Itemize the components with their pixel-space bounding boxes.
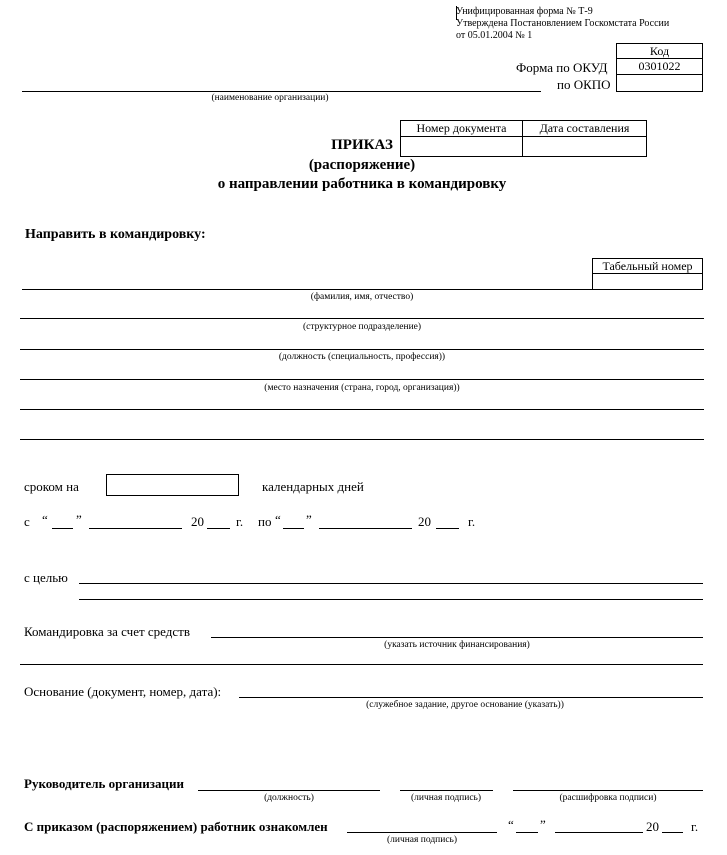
ack-year-prefix: 20 <box>646 819 659 834</box>
to-month-field[interactable] <box>319 528 412 529</box>
acknowledge-signature-field[interactable] <box>347 832 497 833</box>
okud-cell[interactable] <box>616 58 703 75</box>
to-quote-open: “ <box>275 512 281 527</box>
head-signature-field[interactable] <box>400 790 493 791</box>
title-rasporyazhenie: (распоряжение) <box>308 157 416 173</box>
form-approval-date-text: от 05.01.2004 № 1 <box>456 30 533 41</box>
ack-year-field[interactable] <box>662 832 683 833</box>
from-quote-close: ” <box>76 512 82 527</box>
send-heading: Направить в командировку: <box>25 227 206 242</box>
okpo-cell[interactable] <box>616 74 703 92</box>
department-field[interactable] <box>20 318 704 319</box>
acknowledge-label: С приказом (распоряжением) работник ознакомлен <box>24 819 328 834</box>
head-label: Руководитель организации <box>24 776 184 791</box>
kod-header-cell <box>616 43 703 59</box>
from-year-suffix: г. <box>236 514 244 529</box>
okpo-label: по ОКПО <box>557 77 611 92</box>
to-prefix: по <box>258 514 272 529</box>
doc-number-header: Номер документа <box>416 121 507 135</box>
text-cursor <box>456 6 457 20</box>
purpose-field-line2[interactable] <box>79 599 703 600</box>
basis-field[interactable] <box>239 697 703 698</box>
funding-field[interactable] <box>211 637 703 638</box>
to-quote-close: ” <box>306 512 312 527</box>
organization-caption: (наименование организации) <box>211 93 329 103</box>
tab-number-label: Табельный номер <box>602 259 693 273</box>
department-caption: (структурное подразделение) <box>302 322 422 332</box>
destination-field[interactable] <box>20 379 704 380</box>
term-days-input[interactable] <box>106 474 239 496</box>
to-year-field[interactable] <box>436 528 459 529</box>
funding-field-line2[interactable] <box>20 664 703 665</box>
position-caption: (должность (специальность, профессия)) <box>278 352 446 362</box>
destination-caption: (место назначения (страна, город, организация)) <box>264 383 460 393</box>
kod-label: Код <box>649 44 670 58</box>
term-label: сроком на <box>24 479 79 494</box>
from-year-field[interactable] <box>207 528 230 529</box>
ack-year-suffix: г. <box>691 819 699 834</box>
from-day-field[interactable] <box>52 528 73 529</box>
from-quote-open: “ <box>42 512 48 527</box>
head-decode-caption: (расшифровка подписи) <box>559 793 657 803</box>
basis-label: Основание (документ, номер, дата): <box>24 684 222 699</box>
fio-caption: (фамилия, имя, отчество) <box>310 292 414 302</box>
from-year-prefix: 20 <box>191 514 204 529</box>
organization-field[interactable] <box>22 91 541 92</box>
okud-value: 0301022 <box>638 59 681 73</box>
ack-quote-close: ” <box>540 817 546 832</box>
basis-caption: (служебное задание, другое основание (указать)) <box>366 700 564 710</box>
head-decode-field[interactable] <box>513 790 703 791</box>
acknowledge-signature-caption: (личная подпись) <box>386 835 458 845</box>
to-year-prefix: 20 <box>418 514 431 529</box>
from-prefix: с <box>24 514 30 529</box>
funding-caption: (указать источник финансирования) <box>384 640 530 650</box>
form-number-text: Унифицированная форма № Т-9 <box>456 6 593 17</box>
form-header <box>456 6 669 42</box>
doc-date-header: Дата составления <box>539 121 630 135</box>
ack-quote-open: “ <box>508 817 514 832</box>
title-prikaz: ПРИКАЗ <box>331 137 393 153</box>
head-signature-caption: (личная подпись) <box>410 793 482 803</box>
form-approval-text: Утверждена Постановлением Госкомстата России <box>456 18 670 29</box>
purpose-field[interactable] <box>79 583 703 584</box>
position-field[interactable] <box>20 349 704 350</box>
funding-label: Командировка за счет средств <box>24 624 190 639</box>
to-year-suffix: г. <box>468 514 476 529</box>
ack-month-field[interactable] <box>555 832 643 833</box>
title-subject: о направлении работника в командировку <box>217 176 507 192</box>
head-position-caption: (должность) <box>264 793 314 803</box>
ack-day-field[interactable] <box>516 832 538 833</box>
destination-field-line3[interactable] <box>20 439 704 440</box>
head-position-field[interactable] <box>198 790 380 791</box>
fio-field[interactable] <box>22 289 593 290</box>
purpose-label: с целью <box>24 570 68 585</box>
to-day-field[interactable] <box>283 528 304 529</box>
destination-field-line2[interactable] <box>20 409 704 410</box>
okud-label: Форма по ОКУД <box>516 60 608 75</box>
from-month-field[interactable] <box>89 528 182 529</box>
term-days-suffix: календарных дней <box>262 479 364 494</box>
